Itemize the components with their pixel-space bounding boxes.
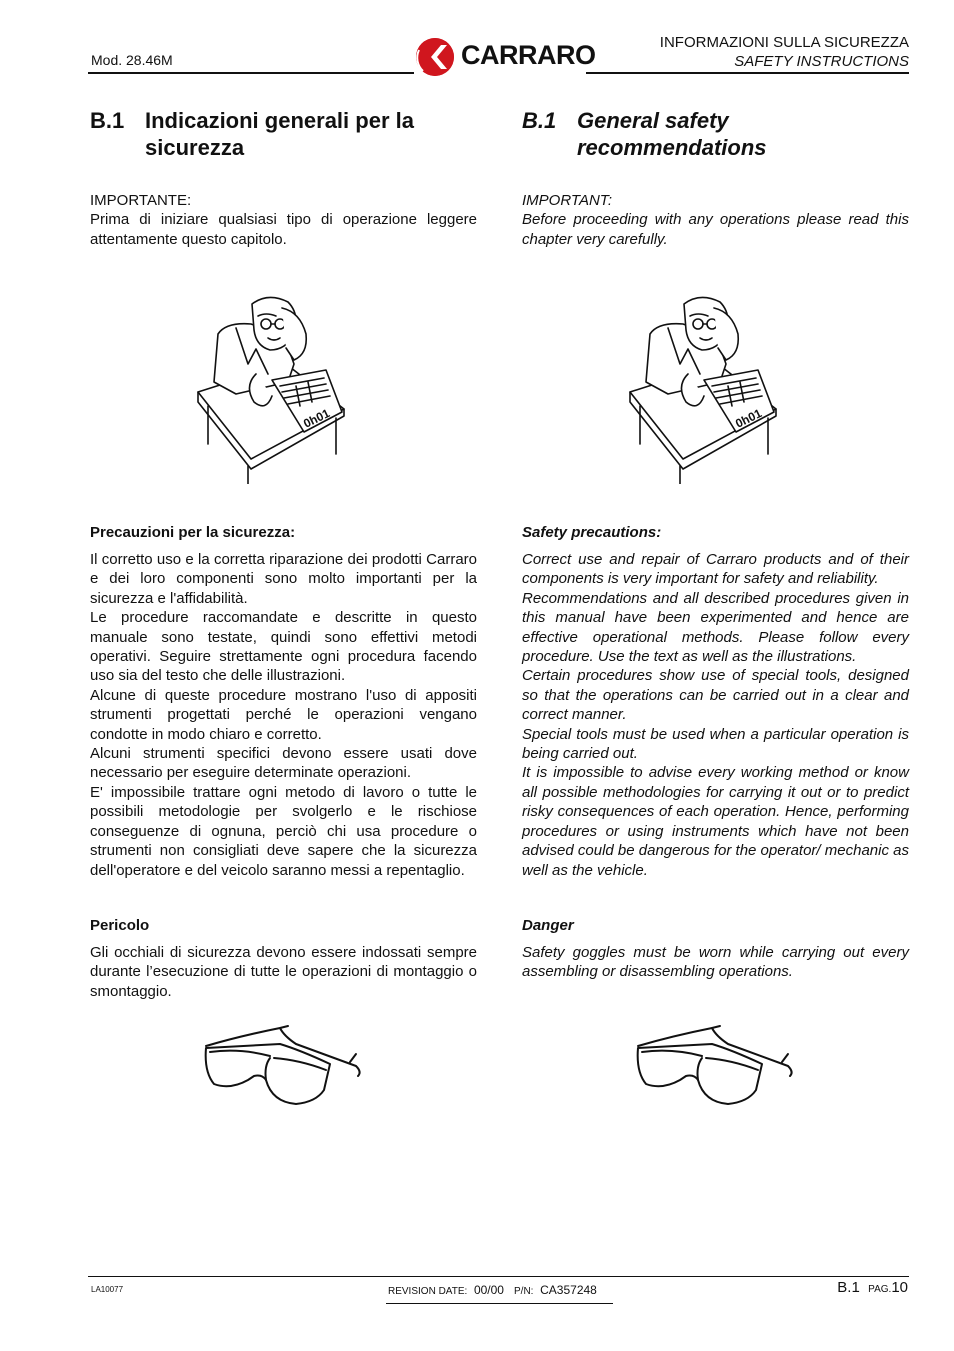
paragraph: Le procedure raccomandate e descritte in questo manuale sono testate, quindi sono effettivi metodi operativi. Seguire strettamente ogni procedura facendo uso sia del testo che delle illustrazioni. (90, 609, 477, 685)
section-title-text: Indicazioni generali per la sicurezza (145, 108, 414, 160)
danger-title-it (90, 916, 477, 935)
danger-body-en (522, 943, 909, 982)
brand-name: CARRARO (461, 40, 596, 70)
precautions-body-it (90, 550, 477, 880)
important-label: IMPORTANTE: (90, 192, 192, 209)
paragraph: Gli occhiali di sicurezza devono essere indossati sempre durante l’esecuzione di tutte le operazioni di montaggio o smontaggio. (90, 944, 477, 1000)
paragraph: Il corretto uso e la corretta riparazione dei prodotti Carraro e dei loro componenti sono molto importanti per la sicurezza e l'affidabilità. (90, 551, 477, 607)
left-column (90, 107, 477, 161)
precautions-title-it (90, 523, 477, 542)
paragraph: Alcune di queste procedure mostrano l'uso di appositi strumenti progettati perché le operazioni vengano condotte in modo chiaro e corretto. (90, 686, 477, 743)
paragraph: Certain procedures show use of special tools, designed so that the operations can be carried out in a clear and correct manner. (522, 667, 909, 724)
section-number: B.1 (522, 108, 557, 133)
section-header-it: INFORMAZIONI SULLA SICUREZZA (659, 34, 909, 51)
page-label: PAG. (868, 1284, 892, 1295)
model-label: Mod. 28.46M (91, 52, 173, 68)
subheading: Danger (522, 917, 574, 934)
subheading: Pericolo (90, 917, 150, 934)
important-text: Before proceeding with any operations please read this chapter very carefully. (522, 211, 909, 248)
safety-goggles-icon (200, 1022, 364, 1110)
manual-label: 0h01 (301, 406, 332, 431)
revision-info (388, 1283, 597, 1297)
important-text: Prima di iniziare qualsiasi tipo di operazione leggere attentamente questo capitolo. (90, 211, 477, 248)
section-number: B.1 (90, 108, 125, 133)
right-column (522, 107, 909, 161)
subheading: Safety precautions: (522, 524, 662, 541)
section-title-en (522, 107, 909, 161)
footer-rule (88, 1276, 909, 1277)
revision-label: REVISION DATE: (388, 1286, 468, 1297)
header-rule-left (88, 72, 414, 74)
precautions-title-en (522, 523, 909, 542)
important-block-en (522, 191, 909, 249)
reading-manual-illustration (196, 294, 346, 484)
paragraph: Alcuni strumenti specifici devono essere usati dove necessario per eseguire determinate operazioni. (90, 745, 477, 782)
paragraph: Recommendations and all described procedures given in this manual have been experimented and hence are effective operational methods. Please follow every procedure. Use the text as well as the illustrations. (522, 589, 909, 666)
safety-goggles-icon (632, 1022, 796, 1110)
document-code: LA10077 (91, 1285, 124, 1294)
header-rule-right (586, 72, 909, 74)
section-header (660, 33, 909, 71)
paragraph: It is impossible to advise every working method or know all possible methodologies for carrying it out or to predict risky consequences of each operation. Hence, performing procedures or using instruments which have not been advised could be dangerous for the operator/ mechanic as well as the vehicle. (522, 764, 909, 879)
danger-body-it (90, 943, 477, 1001)
page-number: 10 (891, 1279, 908, 1296)
subheading: Precauzioni per la sicurezza: (90, 524, 296, 541)
pn-value: CA357248 (540, 1283, 597, 1297)
revision-rule (386, 1303, 613, 1304)
paragraph: Safety goggles must be worn while carrying out every assembling or disassembling operations. (522, 944, 909, 981)
danger-title-en (522, 916, 909, 935)
important-block-it (90, 191, 477, 249)
section-header-en: SAFETY INSTRUCTIONS (734, 53, 909, 70)
paragraph: Special tools must be used when a particular operation is being carried out. (522, 725, 909, 763)
manual-label: 0h01 (733, 406, 764, 431)
paragraph: E' impossibile trattare ogni metodo di lavoro o tutte le possibili metodologie per svolgerlo e le rischiose conseguenze di ognuna, perciò chi usa procedure o strumenti non consigliati deve sapere che la sicurezza dell'operatore e del veicolo saranno messi a repentaglio. (90, 783, 477, 879)
paragraph: Correct use and repair of Carraro products and of their components is very important for safety and reliability. (522, 551, 909, 588)
pn-label: P/N: (514, 1286, 534, 1297)
page-info (837, 1279, 908, 1296)
reading-manual-illustration (628, 294, 778, 484)
important-label: IMPORTANT: (522, 192, 612, 209)
section-title-it (90, 107, 477, 161)
revision-value: 00/00 (473, 1283, 504, 1297)
section-title-text: General safety recommendations (577, 108, 767, 160)
precautions-body-en (522, 550, 909, 880)
page-section: B.1 (837, 1279, 860, 1296)
